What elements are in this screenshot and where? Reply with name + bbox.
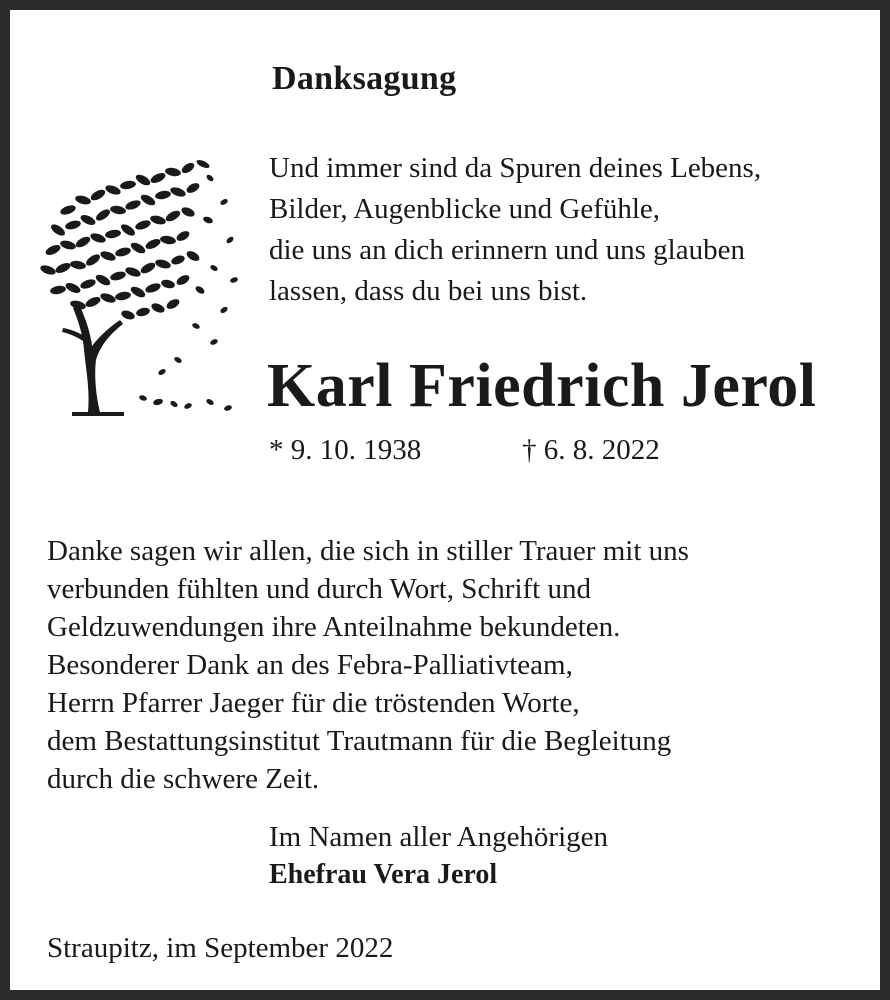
death-date: † 6. 8. 2022: [522, 434, 660, 466]
thanks-line: Herrn Pfarrer Jaeger für die tröstenden Worte,: [47, 687, 580, 719]
thanks-line: Besonderer Dank an des Febra-Palliativteam,: [47, 649, 573, 681]
birth-date: * 9. 10. 1938: [269, 434, 422, 466]
thanks-line: verbunden fühlten und durch Wort, Schrift und: [47, 573, 591, 605]
thanks-line: Geldzuwendungen ihre Anteilnahme bekundeten.: [47, 611, 621, 643]
thanks-line: dem Bestattungsinstitut Trautmann für die Begleitung: [47, 725, 672, 757]
poem-line: Und immer sind da Spuren deines Lebens,: [269, 152, 762, 184]
signature-line: Im Namen aller Angehörigen: [269, 821, 609, 853]
thanks-line: Danke sagen wir allen, die sich in stiller Trauer mit uns: [47, 535, 689, 567]
poem-line: lassen, dass du bei uns bist.: [269, 275, 588, 307]
poem-line: die uns an dich erinnern und uns glauben: [269, 234, 745, 266]
thanks-line: durch die schwere Zeit.: [47, 763, 320, 795]
place-date: Straupitz, im September 2022: [47, 932, 394, 964]
thanks-text: [47, 532, 689, 798]
signature: [269, 818, 608, 894]
tree-icon: [28, 150, 243, 420]
deceased-name: Karl Friedrich Jerol: [267, 352, 817, 420]
signature-name: Ehefrau Vera Jerol: [269, 859, 498, 890]
poem: [269, 148, 761, 312]
poem-line: Bilder, Augenblicke und Gefühle,: [269, 193, 661, 225]
heading: Danksagung: [272, 60, 457, 97]
